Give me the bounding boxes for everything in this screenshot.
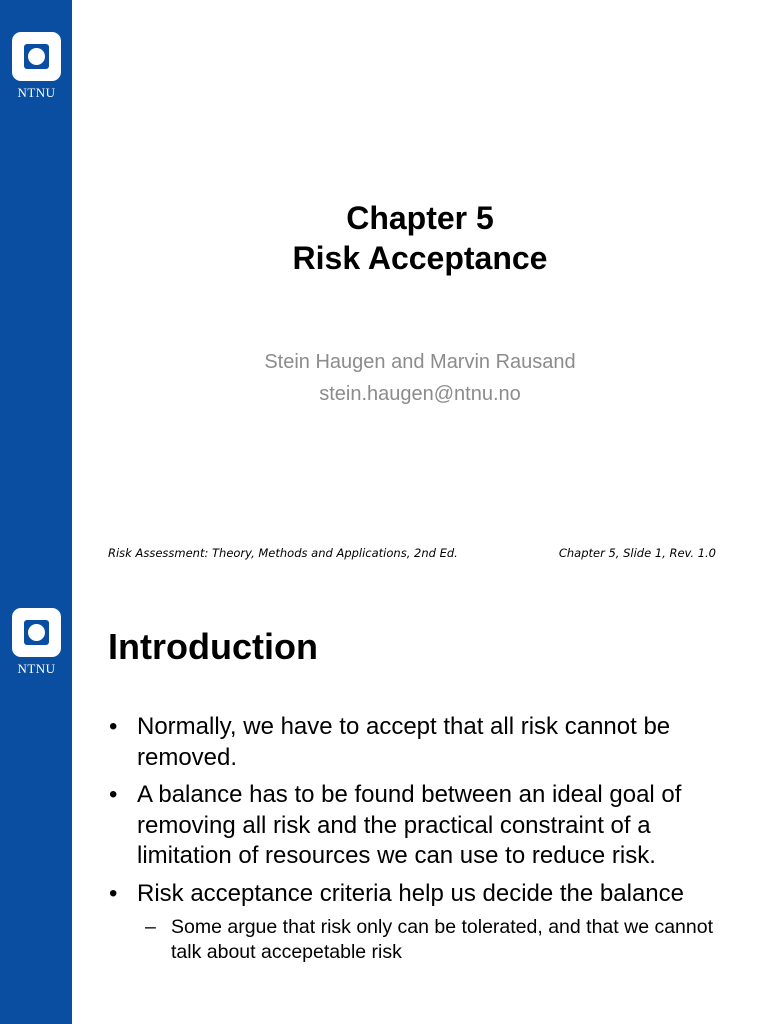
bullet-item: • Normally, we have to accept that all risk cannot be removed. [108,712,738,773]
sub-bullet-list [137,915,738,965]
bullet-item [108,879,738,966]
footer-slide-number: Chapter 5, Slide 1, Rev. 1.0 [558,546,716,560]
bullet-text: Risk acceptance criteria help us decide the balance [137,879,684,907]
author-block [72,346,768,410]
logo-text: NTNU [17,85,56,100]
title-chapter: Chapter 5 [346,200,494,236]
bullet-list [108,712,738,972]
ntnu-logo [12,608,61,677]
title-topic: Risk Acceptance [292,240,548,276]
ntnu-logo-icon [12,608,61,657]
ntnu-logo [12,32,61,101]
content-slide [0,582,768,1024]
bullet-item: • A balance has to be found between an ideal goal of removing all risk and the practical constraint of a limitation of resources we can use to reduce risk. [108,780,738,872]
ntnu-logo-icon [12,32,61,81]
sidebar-band [0,582,72,1024]
slide-title [72,198,768,278]
logo-text: NTNU [17,661,56,676]
author-names: Stein Haugen and Marvin Rausand [264,351,576,373]
sidebar-band [0,0,72,582]
footer-book-title: Risk Assessment: Theory, Methods and Applications, 2nd Ed. [108,546,458,560]
sub-bullet-item: – Some argue that risk only can be tolerated, and that we cannot talk about accepetable risk [137,915,738,965]
author-email: stein.haugen@ntnu.no [319,383,521,405]
slide-heading: Introduction [108,626,318,667]
